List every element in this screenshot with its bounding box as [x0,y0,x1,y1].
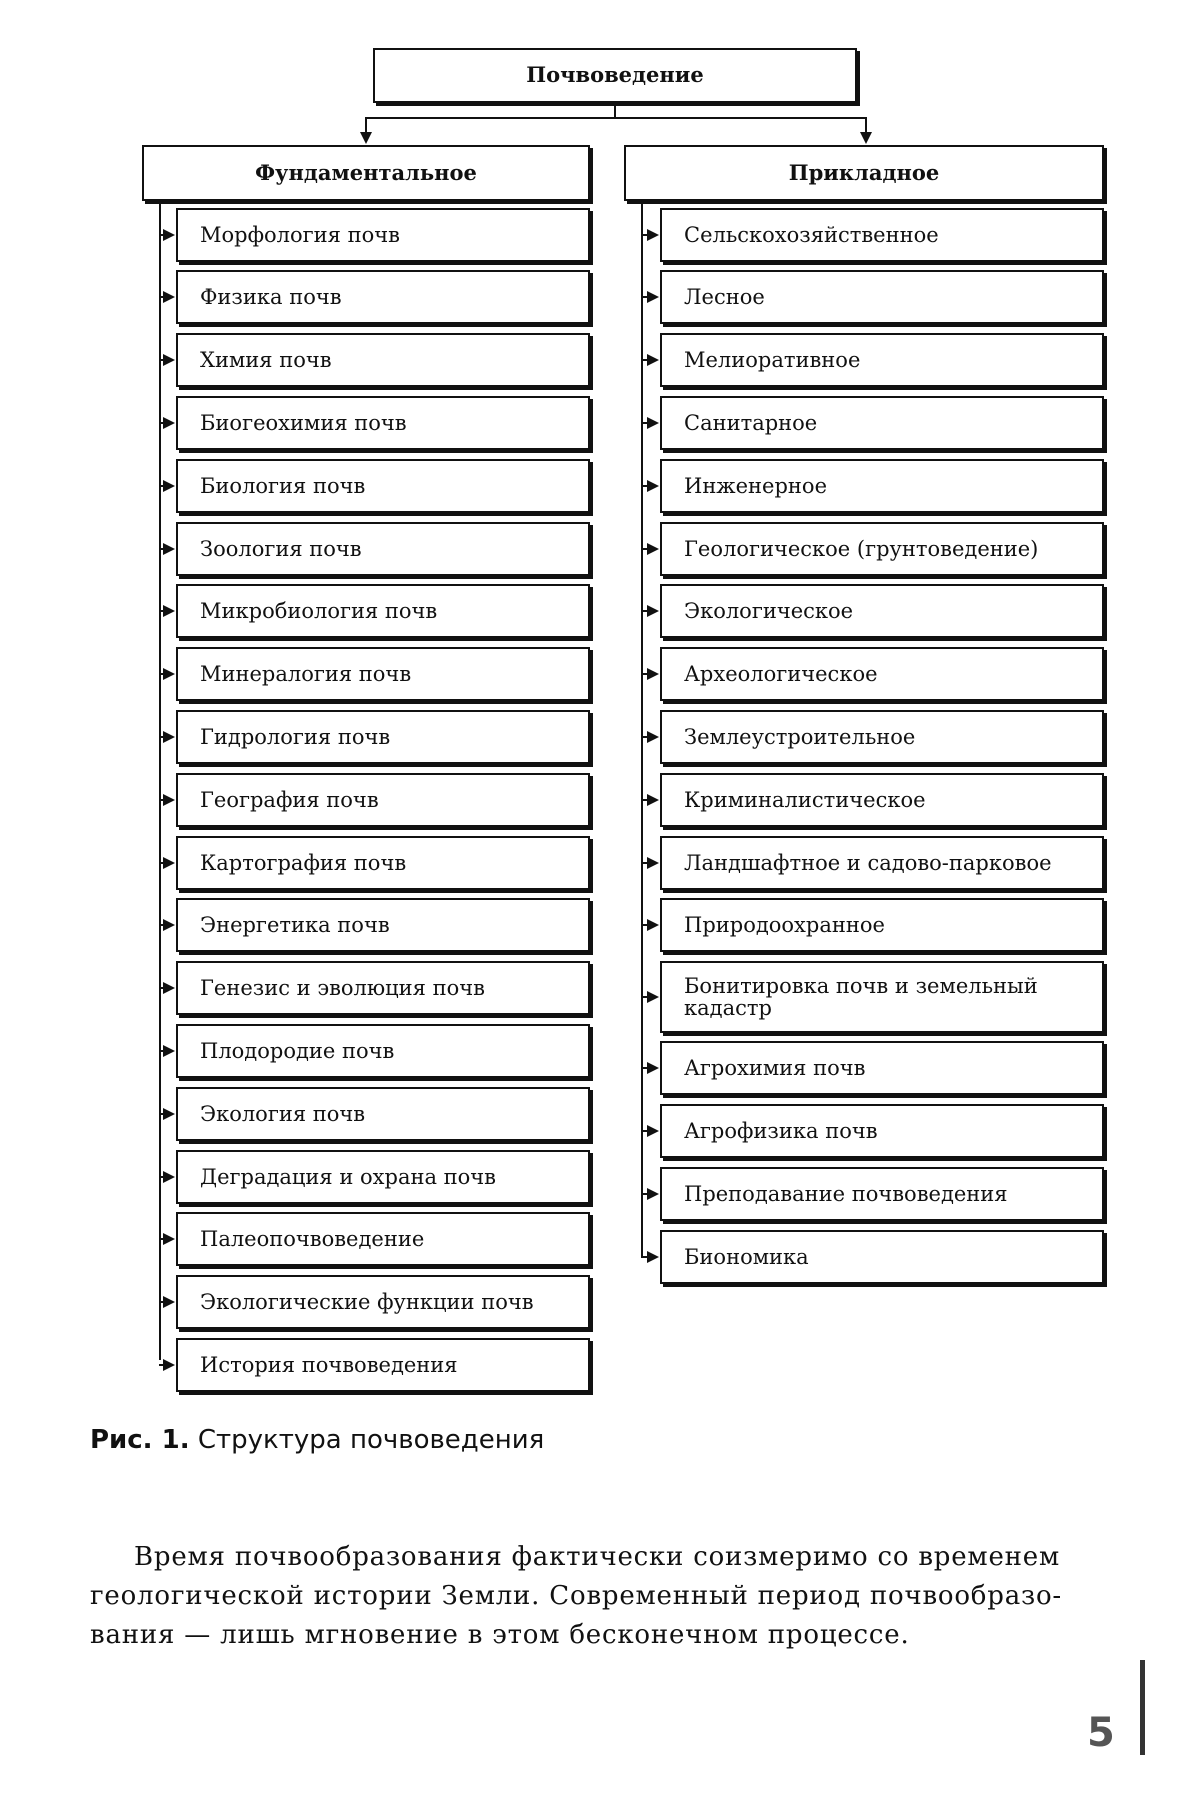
right-arrow [647,543,659,555]
left-item-label: Зоология почв [200,536,362,561]
left-arrow [163,1108,175,1120]
right-arrow [647,991,659,1003]
right-arrow [647,605,659,617]
right-item-label: Преподавание почвоведения [684,1181,1008,1206]
left-branch-stem [365,117,367,132]
right-arrow [647,794,659,806]
left-item [176,522,590,576]
left-arrow [163,1045,175,1057]
right-arrow [647,731,659,743]
left-item [176,396,590,450]
left-arrow [163,1296,175,1308]
left-item-label: Физика почв [200,284,342,309]
left-item-label: География почв [200,787,379,812]
left-item-label: Деградация и охрана почв [200,1164,496,1189]
right-item-label: Криминалистическое [684,787,926,812]
right-item [660,836,1104,890]
right-item [660,396,1104,450]
left-item [176,584,590,638]
right-item-label: Экологическое [684,598,854,623]
right-item [660,459,1104,513]
right-arrow [647,668,659,680]
left-item [176,773,590,827]
left-item [176,208,590,262]
right-item-label: Ландшафтное и садово-парковое [684,850,1052,875]
left-category-node [142,145,590,201]
left-item [176,1338,590,1392]
left-item-label: Энергетика почв [200,912,390,937]
right-arrow [647,291,659,303]
figure-caption [90,1425,544,1455]
right-item-label: Лесное [684,284,765,309]
left-item [176,961,590,1015]
left-item-label: Химия почв [200,347,332,372]
left-item-label: Экологические функции почв [200,1289,534,1314]
right-item [660,584,1104,638]
left-arrow [163,354,175,366]
right-item-label: Санитарное [684,410,818,435]
right-arrow [647,229,659,241]
page-edge-bar [1140,1660,1145,1755]
left-arrow [163,229,175,241]
right-item-label: Биономика [684,1244,809,1269]
left-arrow [163,1359,175,1371]
right-item-label: Агрохимия почв [684,1055,866,1080]
right-branch-stem [865,117,867,132]
right-item [660,1041,1104,1095]
left-spine [159,201,161,1360]
left-item-label: Плодородие почв [200,1038,395,1063]
left-item [176,459,590,513]
right-arrow [647,417,659,429]
root-node [373,48,857,103]
left-item-label: Биогеохимия почв [200,410,407,435]
right-item [660,522,1104,576]
left-arrow [163,982,175,994]
left-arrow [163,605,175,617]
right-branch-arrow [860,132,872,144]
left-item [176,836,590,890]
left-item [176,1150,590,1204]
right-item [660,710,1104,764]
left-item-label: История почвоведения [200,1352,458,1377]
left-arrow [163,731,175,743]
left-item-label: Биология почв [200,473,366,498]
left-item [176,1275,590,1329]
right-item [660,898,1104,952]
left-arrow [163,794,175,806]
left-item-label: Палеопочвоведение [200,1226,425,1251]
left-arrow [163,480,175,492]
right-arrow [647,354,659,366]
right-item [660,1167,1104,1221]
left-item [176,647,590,701]
page-number: 5 [1087,1710,1115,1756]
right-arrow [647,1188,659,1200]
left-item-label: Минералогия почв [200,661,412,686]
left-arrow [163,1233,175,1245]
body-paragraph [90,1538,1120,1655]
right-arrow [647,857,659,869]
left-item [176,1024,590,1078]
right-arrow [647,1125,659,1137]
left-arrow [163,291,175,303]
left-item-label: Морфология почв [200,222,400,247]
figure-caption-label: Рис. 1. [90,1425,190,1455]
paragraph-line: вания — лишь мгновение в этом бесконечном процессе. [90,1620,910,1650]
left-item [176,270,590,324]
right-arrow [647,480,659,492]
right-arrow [647,1062,659,1074]
right-arrow [647,919,659,931]
right-item [660,1230,1104,1284]
right-item [660,208,1104,262]
paragraph-line: Время почвообразования фактически соизмеримо со временем [134,1542,1060,1572]
right-item [660,773,1104,827]
right-item-label: Агрофизика почв [684,1118,878,1143]
left-item-label: Картография почв [200,850,407,875]
right-item-label: Природоохранное [684,912,885,937]
right-category-label: Прикладное [788,159,940,185]
figure-caption-text: Структура почвоведения [197,1425,545,1455]
left-category-label: Фундаментальное [255,159,477,185]
left-item-label: Генезис и эволюция почв [200,975,485,1000]
right-item [660,1104,1104,1158]
left-arrow [163,919,175,931]
right-arrow [647,1251,659,1263]
left-item [176,1212,590,1266]
right-item-label: Мелиоративное [684,347,861,372]
left-item-label: Гидрология почв [200,724,391,749]
left-arrow [163,857,175,869]
left-item [176,333,590,387]
root-node-label: Почвоведение [526,62,704,88]
left-item [176,710,590,764]
right-item-label: Инженерное [684,473,827,498]
right-item-label: Сельскохозяйственное [684,222,939,247]
left-branch-arrow [360,132,372,144]
right-item-label: Землеустроительное [684,724,916,749]
right-item-label: Археологическое [684,661,878,686]
left-arrow [163,417,175,429]
left-item [176,1087,590,1141]
right-item [660,333,1104,387]
right-item [660,647,1104,701]
root-branch-bar [365,117,867,119]
right-item [660,270,1104,324]
left-arrow [163,543,175,555]
left-arrow [163,668,175,680]
left-item [176,898,590,952]
left-item-label: Микробиология почв [200,598,438,623]
paragraph-line: геологической истории Земли. Современный период почвообразо- [90,1581,1063,1611]
left-arrow [163,1171,175,1183]
right-item [660,961,1104,1033]
right-item-label: Геологическое (грунтоведение) [684,536,1039,561]
right-category-node [624,145,1104,201]
right-item-label: Бонитировка почв и земельный кадастр [684,973,1038,1020]
left-item-label: Экология почв [200,1101,366,1126]
